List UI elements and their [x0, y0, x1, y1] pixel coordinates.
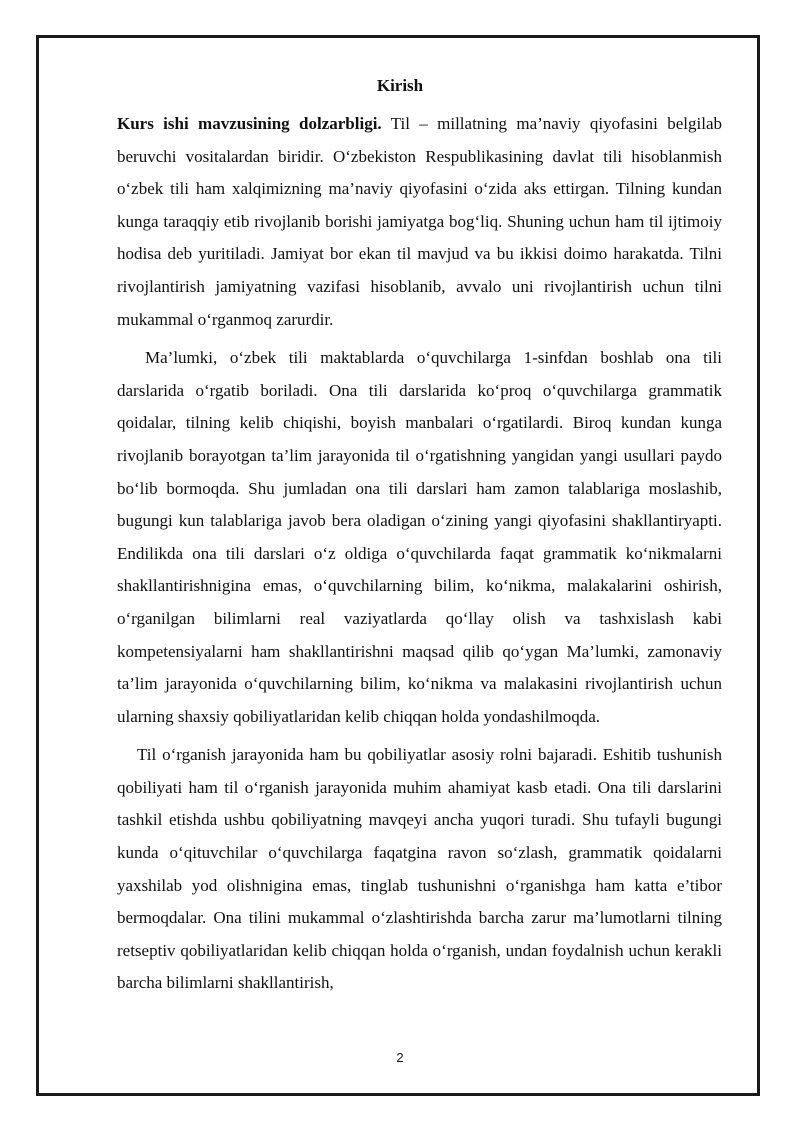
paragraph-relevance	[117, 108, 722, 336]
page-number: 2	[396, 1050, 404, 1065]
paragraph-listening-ability: Til o‘rganish jarayonida ham bu qobiliyatlar asosiy rolni bajaradi. Eshitib tushunish qobiliyati ham til o‘rganish jarayonida muhim ahamiyat kasb etadi. Ona tili darslarini tashkil etishda ushbu qobiliyatning mavqeyi ancha yuqori turadi. Shu tufayli bugungi kunda o‘qituvchilar o‘quvchilarga faqatgina ravon so‘zlash, grammatik qoidalarni yaxshilab yod olishnigina emas, tinglab tushunishni o‘rganishga ham katta e’tibor bermoqdalar. Ona tilini mukammal o‘zlashtirishda barcha zarur ma’lumotlarni tilning retseptiv qobiliyatlaridan kelib chiqqan holda o‘rganish, undan foydalnish uchun kerakli barcha bilimlarni shakllantirish,	[117, 745, 722, 993]
paragraph-lead-heading: Kurs ishi mavzusining dolzarbligi.	[117, 114, 382, 133]
document-body	[117, 108, 722, 1000]
paragraph-text: Til – millatning ma’naviy qiyofasini belgilab beruvchi vositalardan biridir. O‘zbekiston Respublikasining davlat tili hisoblanmish o‘zbek tili ham xalqimizning ma’naviy qiyofasini o‘zida aks ettirgan. Tilning kundan kunga taraqqiy etib rivojlanib borishi jamiyatga bog‘liq. Shuning uchun ham til ijtimoiy hodisa deb yuritiladi. Jamiyat bor ekan til mavjud va bu ikkisi doimo harakatda. Tilni rivojlantirish jamiyatning vazifasi hisoblanib, avvalo uni rivojlantirish uchun tilni mukammal o‘rganmoq zarurdir.	[117, 114, 722, 329]
page-title: Kirish	[376, 76, 424, 95]
paragraph-school-teaching: Ma’lumki, o‘zbek tili maktablarda o‘quvchilarga 1-sinfdan boshlab ona tili darslarida o‘rgatib boriladi. Ona tili darslarida ko‘proq o‘quvchilarga grammatik qoidalar, tilning kelib chiqishi, boyish manbalari o‘rgatilardi. Biroq kundan kunga rivojlanib borayotgan ta’lim jarayonida til o‘rgatishning yangidan yangi usullari paydo bo‘lib bormoqda. Shu jumladan ona tili darslari ham zamon talablariga moslashib, bugungi kun talablariga javob bera oladigan o‘zining yangi qiyofasini shakllantiryapti. Endilikda ona tili darslari o‘z oldiga o‘quvchilarda faqat grammatik ko‘nikmalarni shakllantirishnigina emas, o‘quvchilarning bilim, ko‘nikma, malakalarini oshirish, o‘rganilgan bilimlarni real vaziyatlarda qo‘llay olish va tashxislash kabi kompetensiyalarni ham shakllantirishni maqsad qilib qo‘ygan Ma’lumki, zamonaviy ta’lim jarayonida o‘quvchilarning bilim, ko‘nikma va malakasini rivojlantirish uchun ularning shaxsiy qobiliyatlaridan kelib chiqqan holda yondashilmoqda.	[117, 348, 722, 726]
